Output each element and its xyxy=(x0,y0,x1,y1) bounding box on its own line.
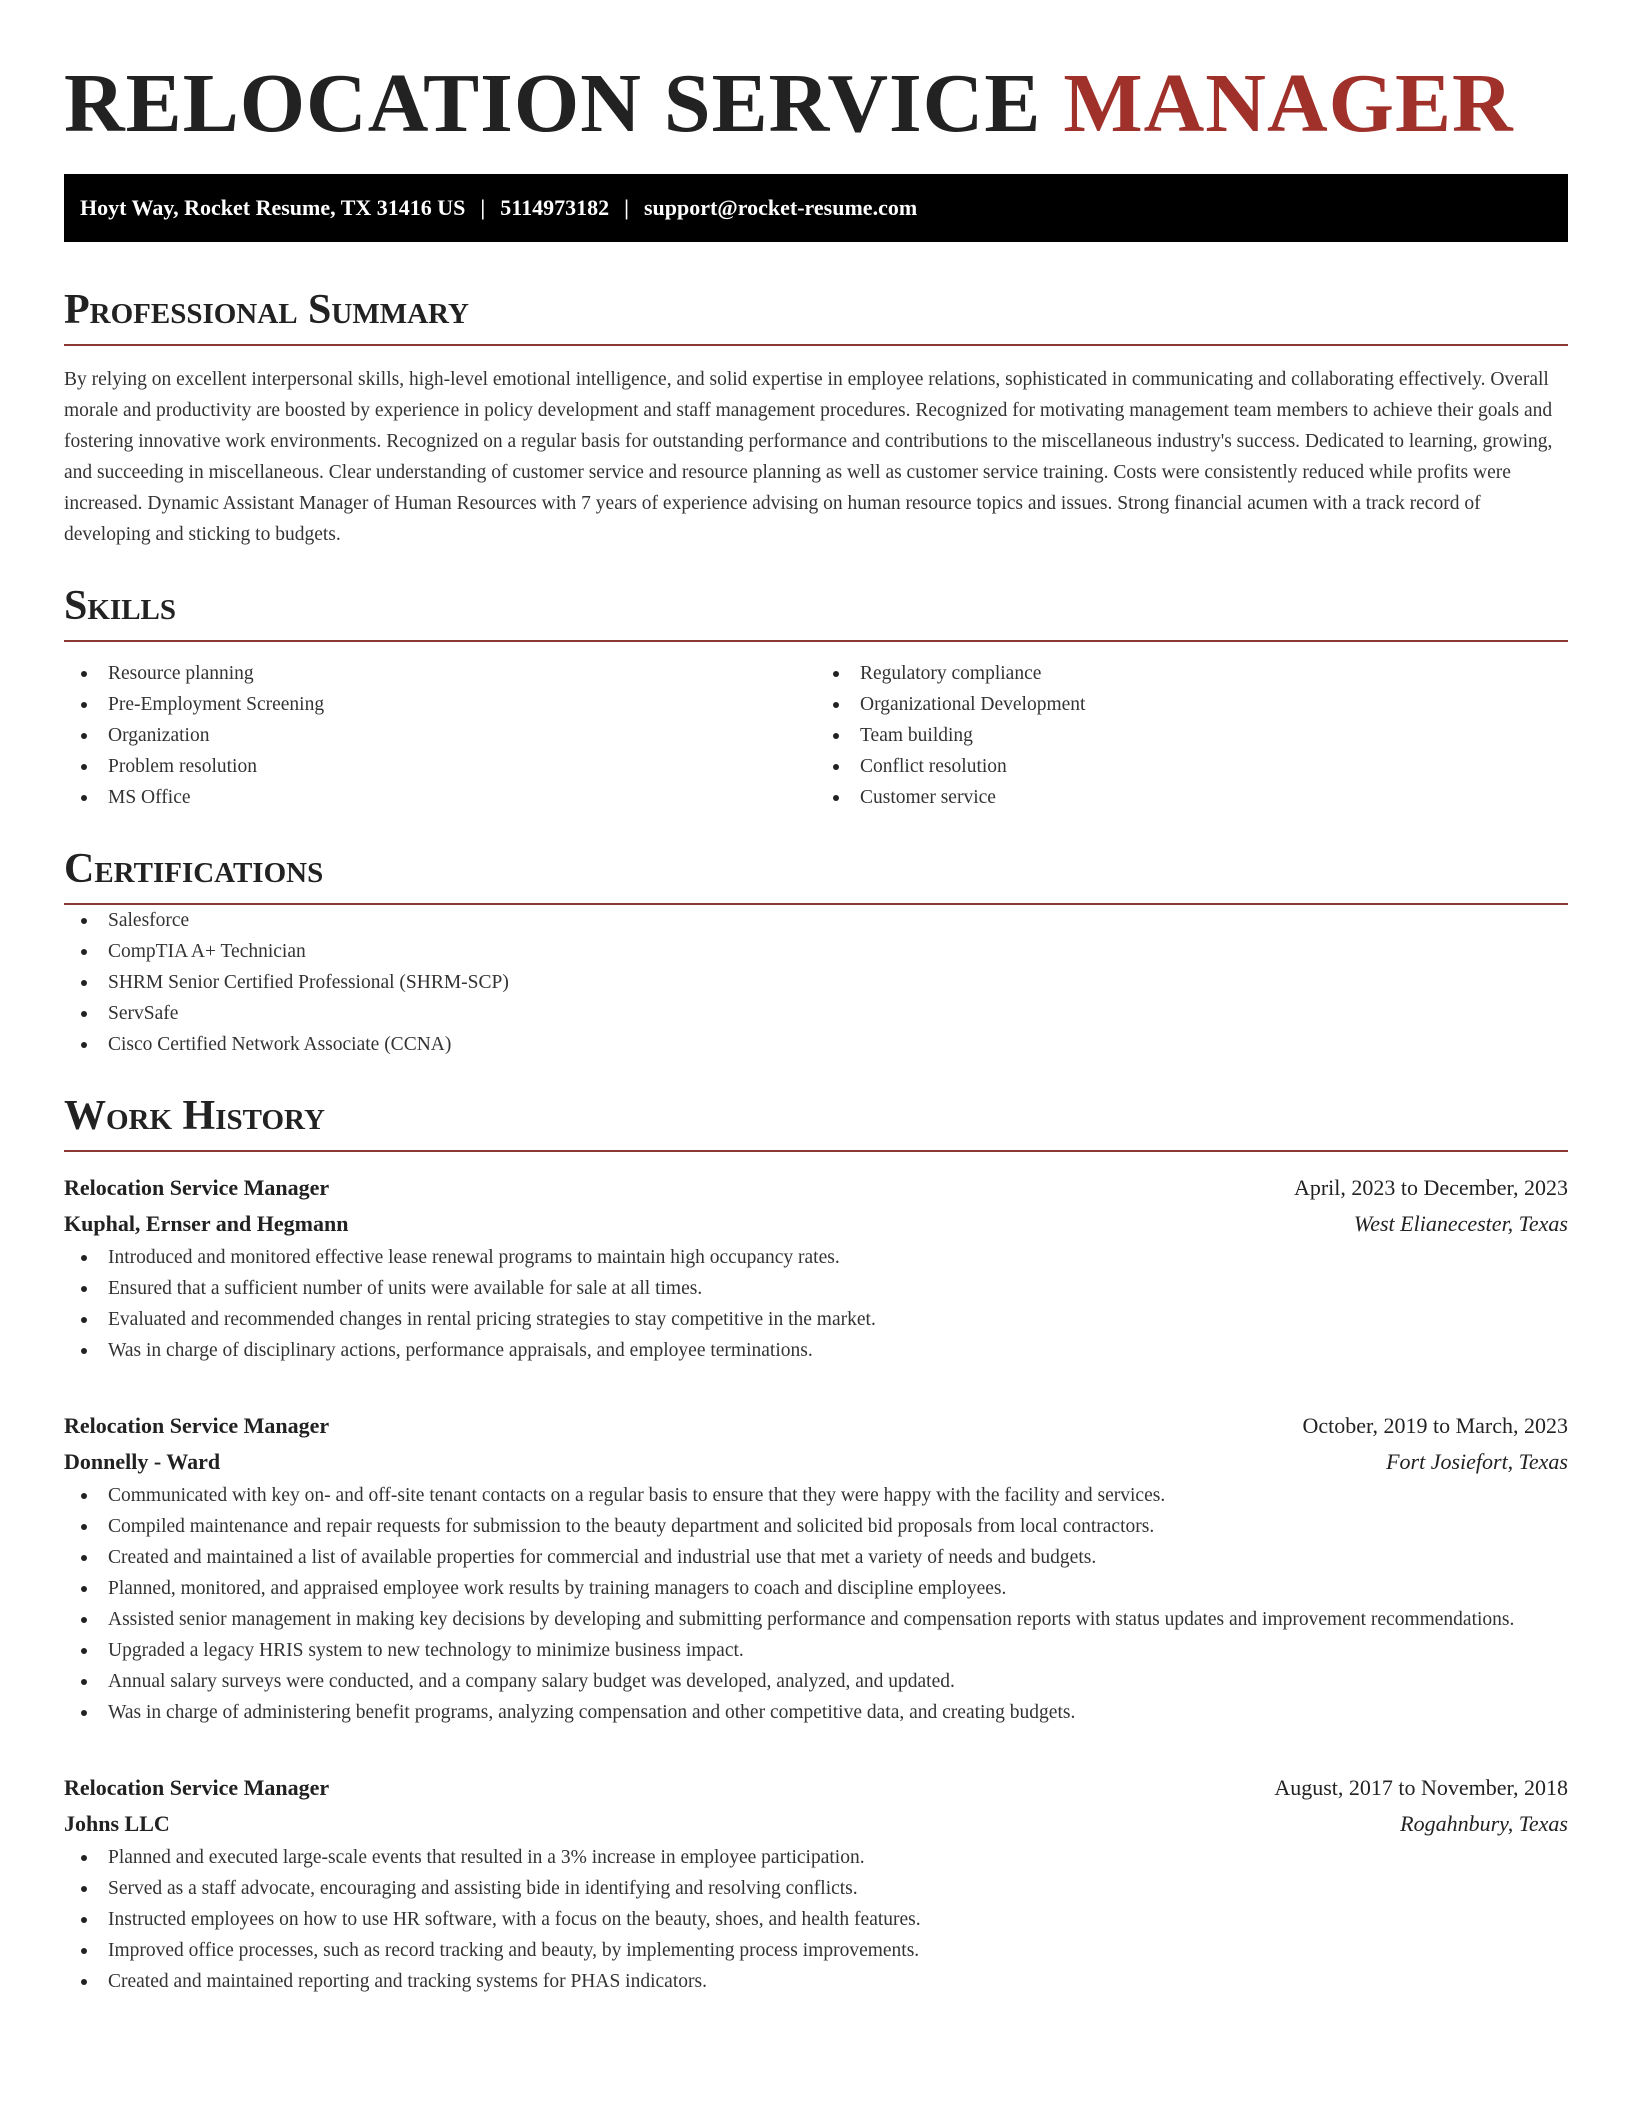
job-bullet: Assisted senior management in making key decisions by developing and submitting performance and compensation reports with status updates and improvement recommendations. xyxy=(64,1604,1568,1635)
job-bullet: Instructed employees on how to use HR software, with a focus on the beauty, shoes, and health features. xyxy=(64,1904,1568,1935)
job-bullet: Planned, monitored, and appraised employee work results by training managers to coach and discipline employees. xyxy=(64,1573,1568,1604)
job-header-row xyxy=(64,1770,1568,1806)
certifications-list xyxy=(64,905,1568,1060)
skill-item: Regulatory compliance xyxy=(816,658,1568,689)
certification-item: CompTIA A+ Technician xyxy=(64,936,1568,967)
skills-section xyxy=(64,582,1568,813)
job-bullet: Created and maintained reporting and tracking systems for PHAS indicators. xyxy=(64,1966,1568,1997)
name-part-2: MANAGER xyxy=(1063,57,1514,150)
job-entry xyxy=(64,1770,1568,1997)
skill-item: Customer service xyxy=(816,782,1568,813)
job-company-row xyxy=(64,1206,1568,1242)
summary-section xyxy=(64,286,1568,550)
job-company: Johns LLC xyxy=(64,1811,170,1836)
job-bullet: Introduced and monitored effective lease renewal programs to maintain high occupancy rates. xyxy=(64,1242,1568,1273)
job-title: Relocation Service Manager xyxy=(64,1175,330,1200)
job-bullet: Was in charge of disciplinary actions, performance appraisals, and employee terminations. xyxy=(64,1335,1568,1366)
job-bullet: Improved office processes, such as record tracking and beauty, by implementing process improvements. xyxy=(64,1935,1568,1966)
job-bullet: Ensured that a sufficient number of units were available for sale at all times. xyxy=(64,1273,1568,1304)
job-entry xyxy=(64,1408,1568,1728)
skill-item: Problem resolution xyxy=(64,751,816,782)
resume-name xyxy=(64,54,1568,154)
job-header-row xyxy=(64,1408,1568,1444)
job-bullet: Planned and executed large-scale events that resulted in a 3% increase in employee participation. xyxy=(64,1842,1568,1873)
job-company-row xyxy=(64,1444,1568,1480)
job-dates: August, 2017 to November, 2018 xyxy=(1274,1775,1568,1800)
skill-item: MS Office xyxy=(64,782,816,813)
certification-item: ServSafe xyxy=(64,998,1568,1029)
contact-bar xyxy=(64,174,1568,242)
skills-heading: Skills xyxy=(64,582,1568,642)
job-title: Relocation Service Manager xyxy=(64,1413,330,1438)
job-header-row xyxy=(64,1170,1568,1206)
skill-item: Pre-Employment Screening xyxy=(64,689,816,720)
skill-item: Team building xyxy=(816,720,1568,751)
job-dates: October, 2019 to March, 2023 xyxy=(1302,1413,1568,1438)
job-company-row xyxy=(64,1806,1568,1842)
job-bullets xyxy=(64,1242,1568,1366)
summary-heading: Professional Summary xyxy=(64,286,1568,346)
skills-list-right xyxy=(816,658,1568,813)
summary-text: By relying on excellent interpersonal skills, high-level emotional intelligence, and solid expertise in employee relations, sophisticated in communicating and collaborating effectively. Overall morale and productivity are boosted by experience in policy development and staff management procedures. Recognized for motivating management team members to achieve their goals and fostering innovative work environments. Recognized on a regular basis for outstanding performance and contributions to the miscellaneous industry's success. Dedicated to learning, growing, and succeeding in miscellaneous. Clear understanding of customer service and resource planning as well as customer service training. Costs were consistently reduced while profits were increased. Dynamic Assistant Manager of Human Resources with 7 years of experience advising on human resource topics and issues. Strong financial acumen with a track record of developing and sticking to budgets. xyxy=(64,369,1553,545)
job-bullet: Annual salary surveys were conducted, and a company salary budget was developed, analyzed, and updated. xyxy=(64,1666,1568,1697)
skill-item: Conflict resolution xyxy=(816,751,1568,782)
skills-grid xyxy=(64,658,1568,813)
contact-address: Hoyt Way, Rocket Resume, TX 31416 US xyxy=(80,195,466,220)
certification-item: Cisco Certified Network Associate (CCNA) xyxy=(64,1029,1568,1060)
contact-separator: | xyxy=(624,195,629,220)
job-company: Donnelly - Ward xyxy=(64,1449,221,1474)
certifications-heading: Certifications xyxy=(64,845,1568,905)
job-company: Kuphal, Ernser and Hegmann xyxy=(64,1211,349,1236)
job-bullet: Communicated with key on- and off-site tenant contacts on a regular basis to ensure that they were happy with the facility and services. xyxy=(64,1480,1568,1511)
job-location: Rogahnbury, Texas xyxy=(1400,1811,1568,1836)
job-bullet: Created and maintained a list of available properties for commercial and industrial use that met a variety of needs and budgets. xyxy=(64,1542,1568,1573)
job-location: Fort Josiefort, Texas xyxy=(1386,1449,1568,1474)
job-bullet: Compiled maintenance and repair requests for submission to the beauty department and solicited bid proposals from local contractors. xyxy=(64,1511,1568,1542)
skills-list-left xyxy=(64,658,816,813)
job-dates: April, 2023 to December, 2023 xyxy=(1293,1175,1568,1200)
job-title: Relocation Service Manager xyxy=(64,1775,330,1800)
job-bullet: Was in charge of administering benefit programs, analyzing compensation and other competitive data, and creating budgets. xyxy=(64,1697,1568,1728)
certifications-section xyxy=(64,845,1568,1060)
job-bullets xyxy=(64,1842,1568,1997)
job-location: West Elianecester, Texas xyxy=(1353,1211,1568,1236)
contact-email: support@rocket-resume.com xyxy=(643,195,918,220)
work-history-section xyxy=(64,1092,1568,1997)
job-bullet: Evaluated and recommended changes in rental pricing strategies to stay competitive in the market. xyxy=(64,1304,1568,1335)
name-part-1: RELOCATION SERVICE xyxy=(64,57,1042,150)
job-bullets xyxy=(64,1480,1568,1728)
job-bullet: Served as a staff advocate, encouraging and assisting bide in identifying and resolving conflicts. xyxy=(64,1873,1568,1904)
skill-item: Organization xyxy=(64,720,816,751)
job-bullet: Upgraded a legacy HRIS system to new technology to minimize business impact. xyxy=(64,1635,1568,1666)
skill-item: Organizational Development xyxy=(816,689,1568,720)
contact-separator: | xyxy=(480,195,486,220)
work-history-heading: Work History xyxy=(64,1092,1568,1152)
certification-item: Salesforce xyxy=(64,905,1568,936)
certification-item: SHRM Senior Certified Professional (SHRM-SCP) xyxy=(64,967,1568,998)
contact-phone: 5114973182 xyxy=(500,195,610,220)
job-entry xyxy=(64,1170,1568,1366)
skill-item: Resource planning xyxy=(64,658,816,689)
